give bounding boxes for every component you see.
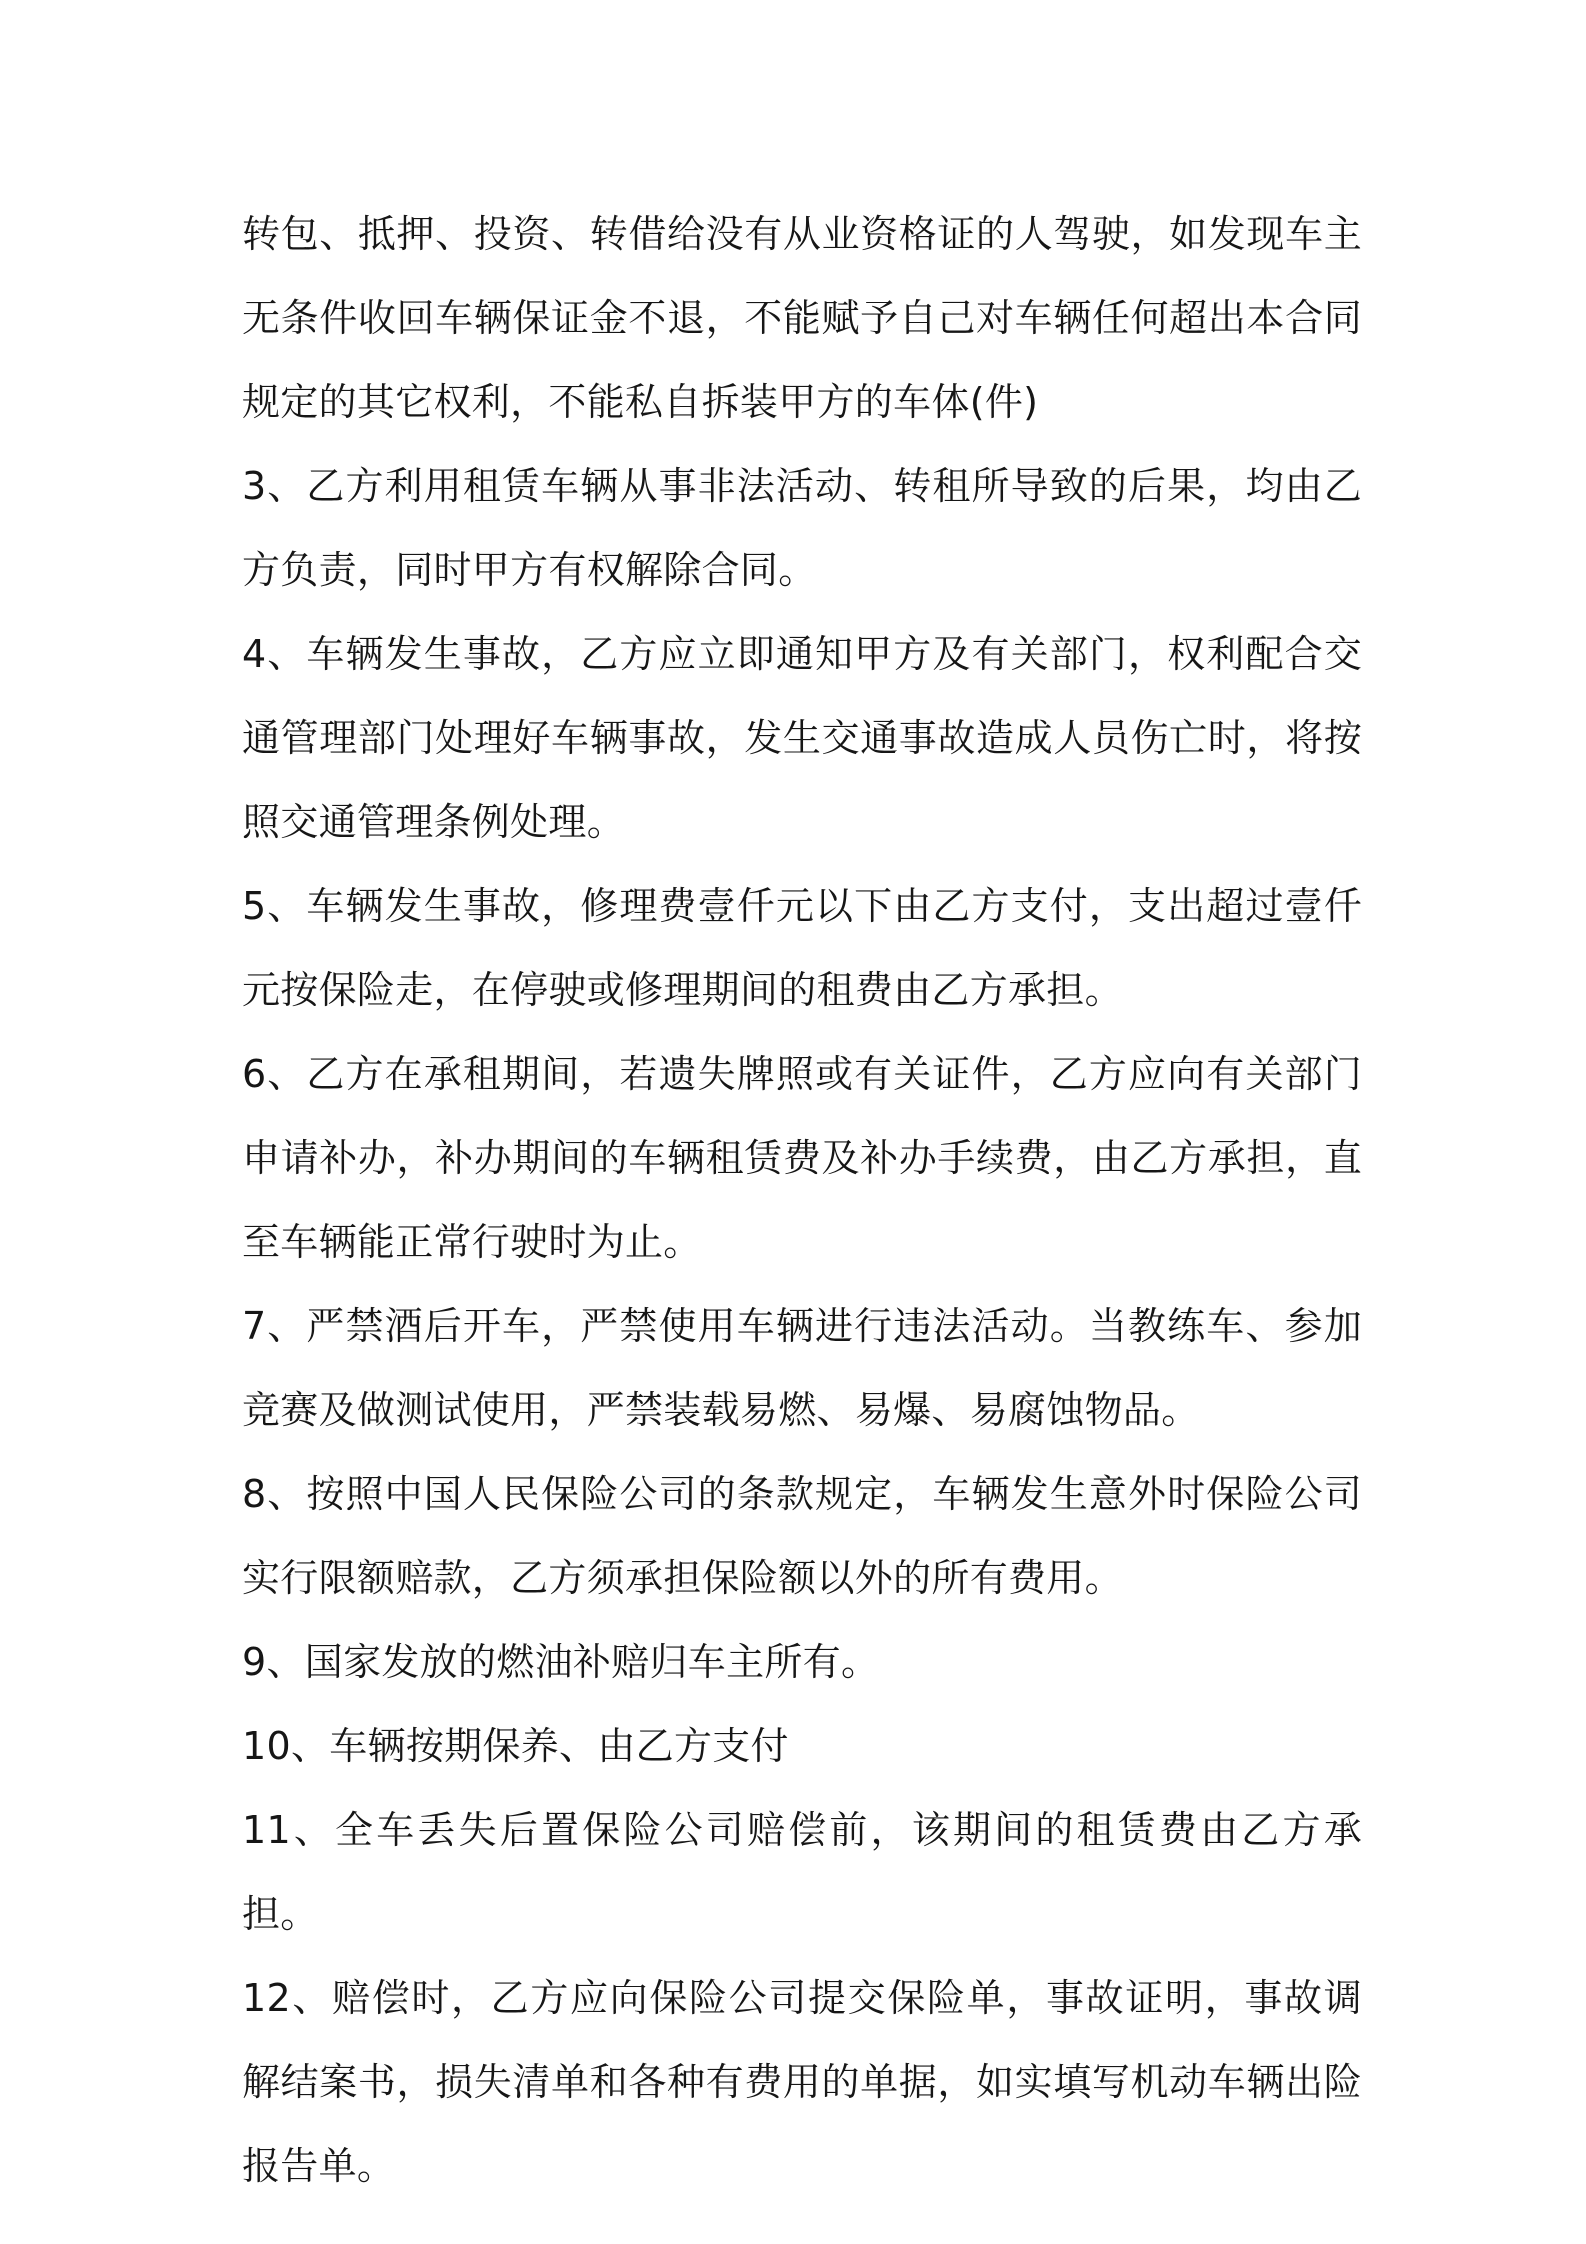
- clause-11: 11、全车丢失后置保险公司赔偿前，该期间的租赁费由乙方承担。: [242, 1808, 1362, 1936]
- clause-5: 5、车辆发生事故，修理费壹仟元以下由乙方支付，支出超过壹仟元按保险走，在停驶或修理期间的租费由乙方承担。: [242, 884, 1362, 1012]
- clause-9: 9、国家发放的燃油补赔归车主所有。: [242, 1640, 880, 1684]
- clause-8: 8、按照中国人民保险公司的条款规定，车辆发生意外时保险公司实行限额赔款，乙方须承担保险额以外的所有费用。: [242, 1472, 1362, 1600]
- clause-3: 3、乙方利用租赁车辆从事非法活动、转租所导致的后果，均由乙方负责，同时甲方有权解除合同。: [242, 464, 1362, 592]
- clause-10: 10、车辆按期保养、由乙方支付: [242, 1724, 789, 1768]
- document-body: [242, 192, 1362, 2208]
- clause-6: 6、乙方在承租期间，若遗失牌照或有关证件，乙方应向有关部门申请补办，补办期间的车辆租赁费及补办手续费，由乙方承担，直至车辆能正常行驶时为止。: [242, 1052, 1362, 1264]
- paragraph-continuation: 转包、抵押、投资、转借给没有从业资格证的人驾驶，如发现车主无条件收回车辆保证金不退，不能赋予自己对车辆任何超出本合同规定的其它权利，不能私自拆装甲方的车体(件): [242, 212, 1362, 424]
- clause-4: 4、车辆发生事故，乙方应立即通知甲方及有关部门，权利配合交通管理部门处理好车辆事故，发生交通事故造成人员伤亡时，将按照交通管理条例处理。: [242, 632, 1362, 844]
- clause-12: 12、赔偿时，乙方应向保险公司提交保险单，事故证明，事故调解结案书，损失清单和各种有费用的单据，如实填写机动车辆出险报告单。: [242, 1976, 1362, 2188]
- clause-7: 7、严禁酒后开车，严禁使用车辆进行违法活动。当教练车、参加竞赛及做测试使用，严禁装载易燃、易爆、易腐蚀物品。: [242, 1304, 1362, 1432]
